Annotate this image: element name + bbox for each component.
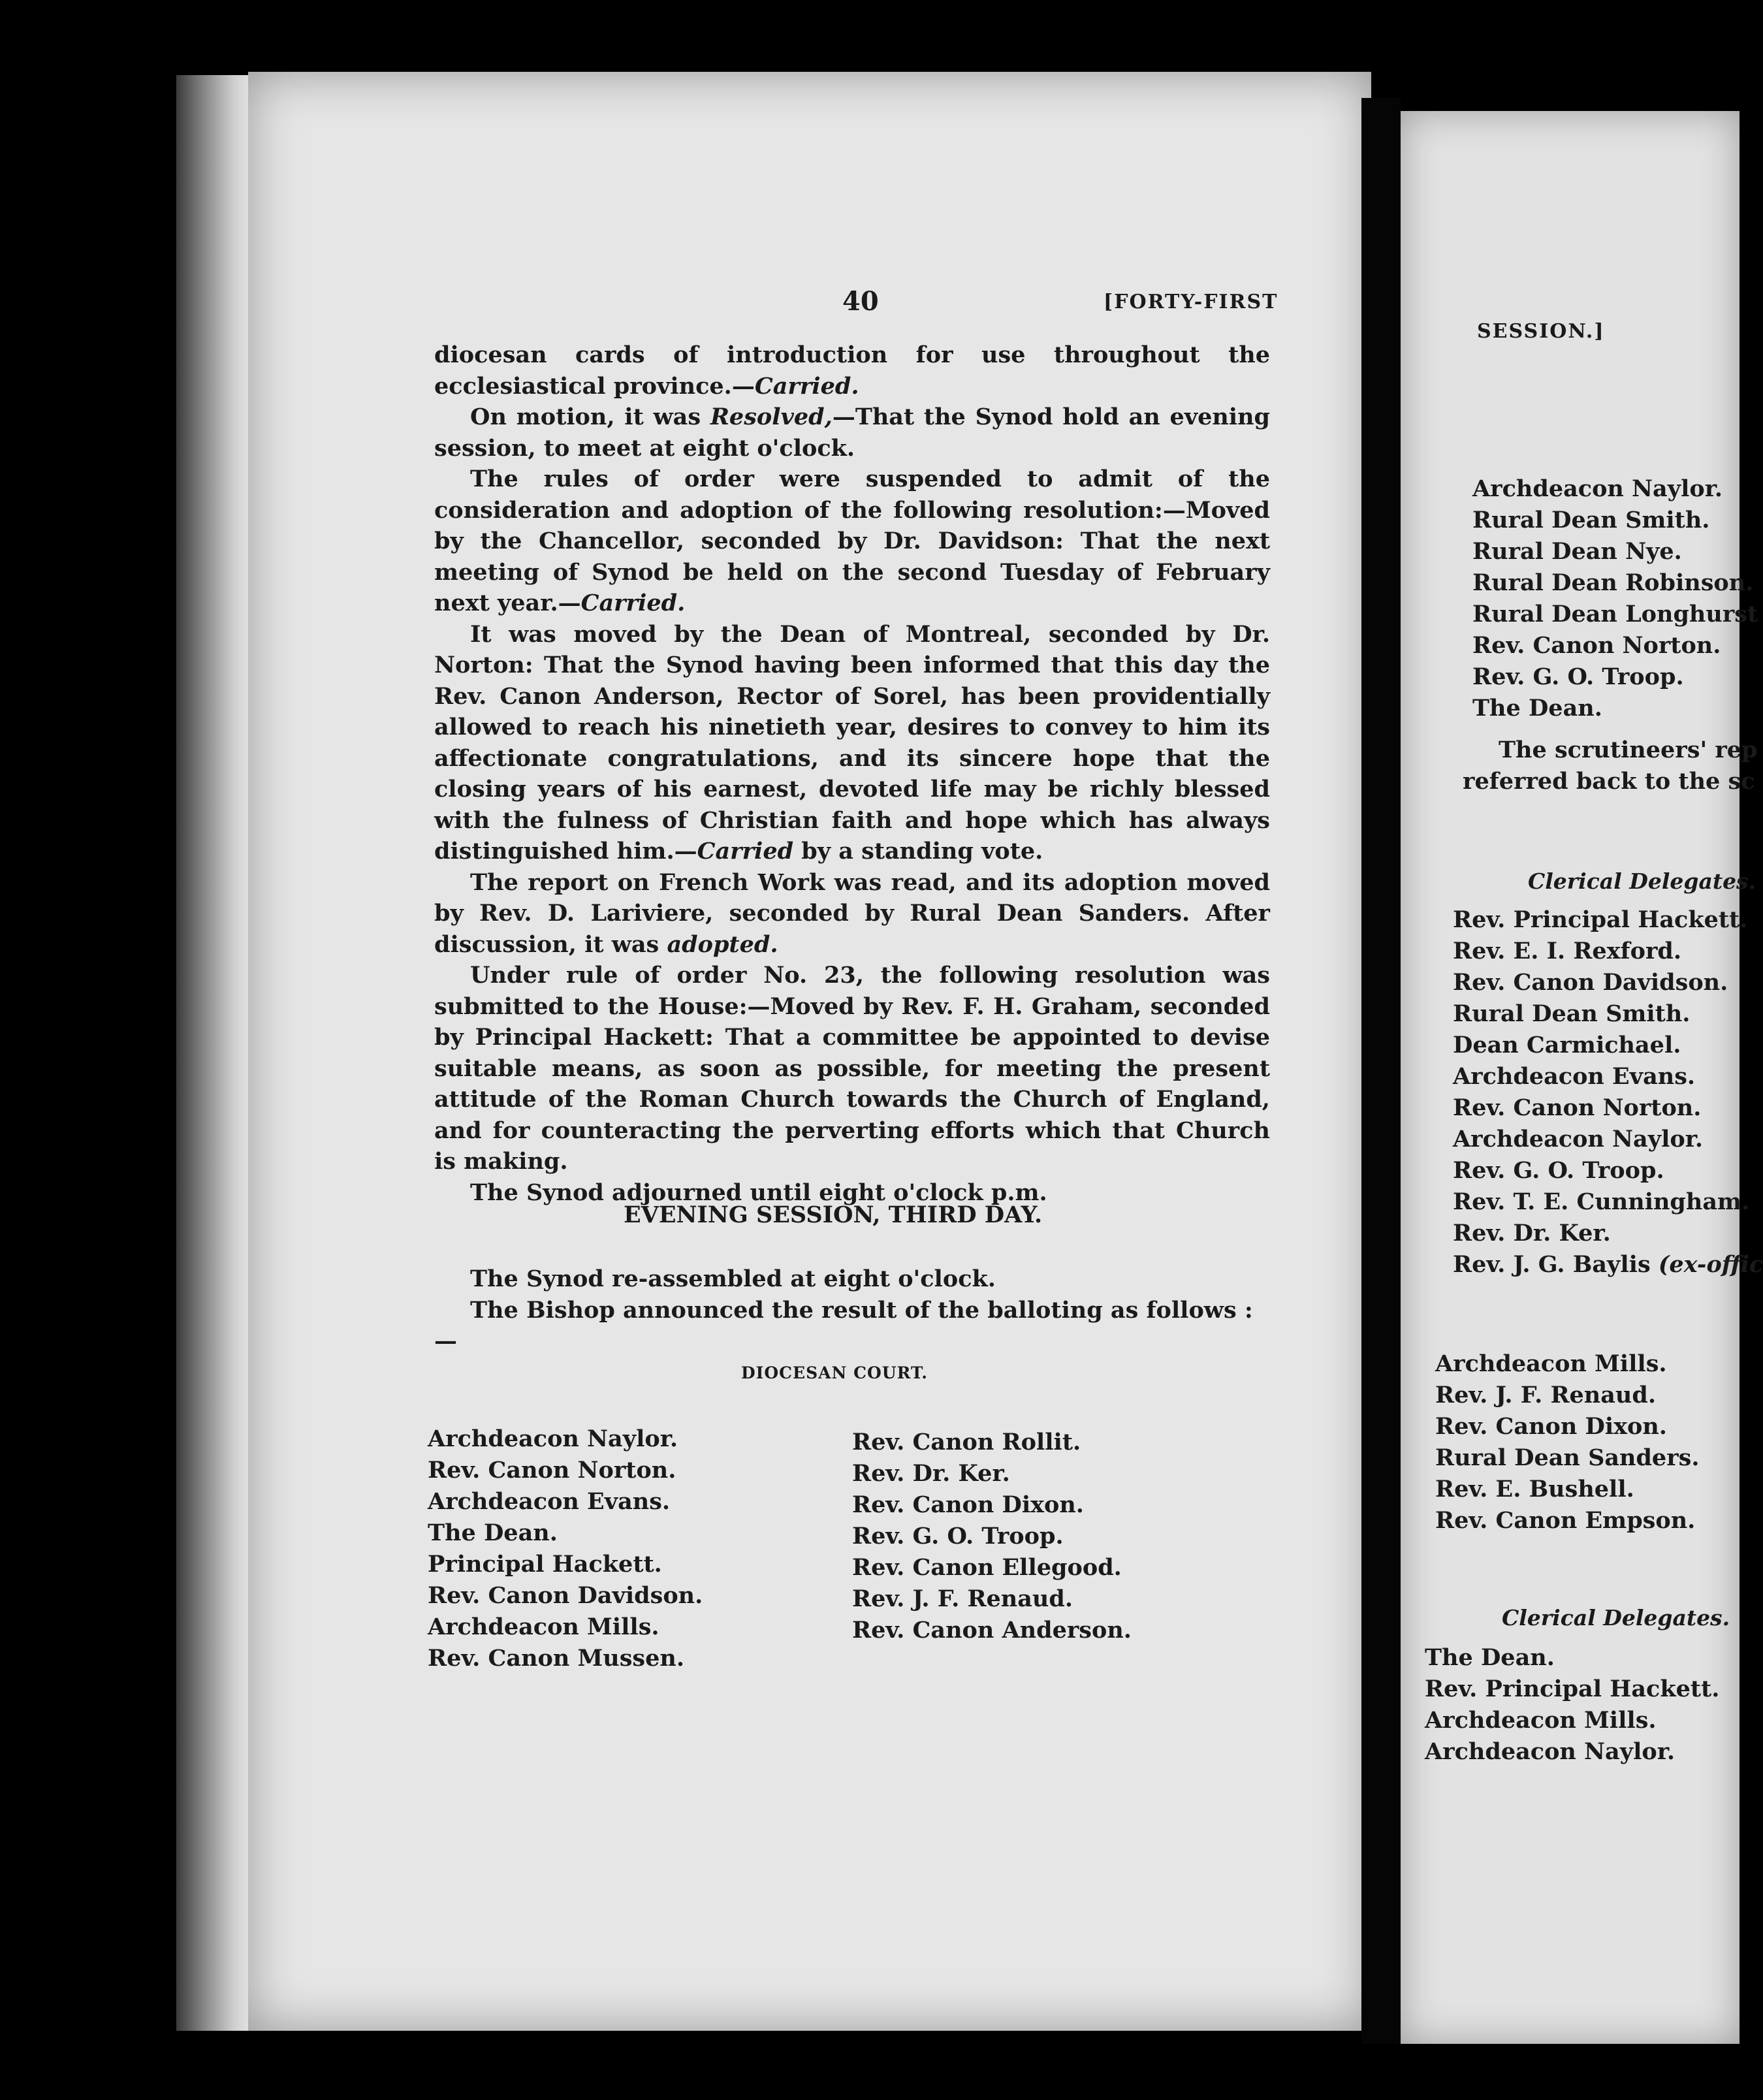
list-item: Rev. T. E. Cunningham.: [1453, 1188, 1750, 1215]
list-item: Rev. Principal Hackett.: [1453, 906, 1748, 933]
paragraph-line: The scrutineers' rep: [1499, 737, 1758, 763]
list-item: Dean Carmichael.: [1453, 1032, 1681, 1058]
paragraph: diocesan cards of introduction for use throughout the ecclesiastical province.—Carried.: [434, 342, 1270, 400]
paragraph: The report on French Work was read, and its adoption moved by Rev. D. Lariviere, seconded by Rural Dean Sanders. After discussion, it was adopted.: [434, 868, 1270, 958]
running-head-right: SESSION.]: [1477, 320, 1605, 343]
paragraph-line: referred back to the sc: [1463, 768, 1755, 795]
paragraph: The rules of order were suspended to admit of the consideration and adoption of the following resolution:—Moved by the Chancellor, seconded by Dr. Davidson: That the next meeting of Synod be held on the second Tuesday of February next year.—Carried.: [434, 466, 1270, 616]
list-item: Rev. G. O. Troop.: [852, 1523, 1064, 1550]
list-item: Rev. Dr. Ker.: [852, 1460, 1010, 1487]
list-item: Rural Dean Smith.: [1453, 1000, 1691, 1027]
right-list-4: [1425, 1642, 1719, 1768]
court-list-right: [852, 1427, 1132, 1646]
book-gutter: [1361, 98, 1401, 2044]
right-list-3: [1435, 1348, 1700, 1536]
list-item: Rural Dean Nye.: [1472, 538, 1682, 565]
paragraph: The Synod re-assembled at eight o'clock.: [470, 1265, 996, 1292]
section-heading: EVENING SESSION, THIRD DAY.: [624, 1201, 1043, 1228]
running-head-left: [FORTY-FIRST: [1104, 291, 1279, 313]
clerical-delegates-heading-2: Clerical Delegates.: [1502, 1605, 1730, 1631]
paragraph: The Bishop announced the result of the balloting as follows :—: [434, 1296, 1253, 1354]
list-item: Rev. J. F. Renaud.: [1435, 1382, 1657, 1408]
list-item: Archdeacon Naylor.: [428, 1425, 678, 1452]
list-item: Archdeacon Naylor.: [1453, 1126, 1704, 1153]
list-item: Principal Hackett.: [428, 1551, 662, 1578]
list-item: Archdeacon Mills.: [428, 1614, 659, 1640]
list-item: Rural Dean Longhurst: [1472, 601, 1758, 628]
list-item: Rev. Principal Hackett.: [1425, 1676, 1720, 1702]
evening-text: [434, 1264, 1270, 1357]
book-spine-edge: [176, 75, 248, 2031]
list-item: Archdeacon Evans.: [428, 1488, 671, 1515]
list-item: Rev. Canon Dixon.: [852, 1491, 1084, 1518]
list-item: Rev. E. I. Rexford.: [1453, 938, 1682, 964]
list-item: Rev. Canon Davidson.: [428, 1582, 703, 1609]
list-item: Rev. G. O. Troop.: [1472, 663, 1684, 690]
list-item: Archdeacon Evans.: [1453, 1063, 1696, 1090]
list-item: The Dean.: [1472, 695, 1602, 722]
list-item: Rev. Dr. Ker.: [1453, 1220, 1611, 1247]
list-item: The Dean.: [1425, 1644, 1555, 1671]
list-item: Archdeacon Naylor.: [1425, 1738, 1676, 1765]
list-item: Rev. J. F. Renaud.: [852, 1585, 1073, 1612]
paragraph: It was moved by the Dean of Montreal, seconded by Dr. Norton: That the Synod having been informed that this day the Rev. Canon Anderson, Rector of Sorel, has been providentially allowed to reach his ninetieth year, desires to convey to him its affectionate congratulations, and its sincere hope that the closing years of his earnest, devoted life may be richly blessed with the fulness of Christian faith and hope which has always distinguished him.—Carried by a standing vote.: [434, 620, 1270, 865]
page-number: 40: [842, 286, 879, 317]
list-item: Rural Dean Robinson.: [1472, 569, 1754, 596]
list-item: Rev. E. Bushell.: [1435, 1476, 1634, 1503]
list-item: Rev. Canon Anderson.: [852, 1617, 1132, 1644]
list-item: Archdeacon Mills.: [1435, 1350, 1667, 1377]
paragraph: The Synod adjourned until eight o'clock p.m.: [470, 1179, 1047, 1206]
list-item: Rev. Canon Davidson.: [1453, 969, 1728, 996]
body-text: [434, 340, 1270, 1208]
list-item: Rev. Canon Ellegood.: [852, 1554, 1122, 1581]
list-item: Rev. G. O. Troop.: [1453, 1157, 1664, 1184]
court-list-left: [428, 1424, 703, 1674]
right-list-2: [1453, 904, 1763, 1281]
list-item: Rev. Canon Empson.: [1435, 1507, 1696, 1534]
list-item: Rural Dean Smith.: [1472, 507, 1710, 533]
paragraph: Under rule of order No. 23, the following resolution was submitted to the House:—Moved by Rev. F. H. Graham, seconded by Principal Hackett: That a committee be appointed to devise suitable means, as soon as possible, for meeting the present attitude of the Roman Church towards the Church of England, and for counteracting the perverting efforts which that Church is making.: [434, 962, 1270, 1175]
scrutineers-paragraph: [1463, 735, 1758, 797]
clerical-delegates-heading: Clerical Delegates.: [1528, 868, 1756, 894]
list-item: The Dean.: [428, 1519, 558, 1546]
list-item: Rev. Canon Norton.: [1472, 632, 1721, 659]
list-item: Rev. Canon Norton.: [1453, 1094, 1702, 1121]
list-item: Rev. J. G. Baylis (ex-offic: [1453, 1251, 1763, 1278]
list-item: Rural Dean Sanders.: [1435, 1444, 1700, 1471]
paragraph: On motion, it was Resolved,—That the Synod hold an evening session, to meet at eight o'clock.: [434, 404, 1271, 462]
court-heading: DIOCESAN COURT.: [741, 1363, 929, 1382]
list-item: Rev. Canon Mussen.: [428, 1645, 684, 1672]
list-item: Rev. Canon Rollit.: [852, 1429, 1081, 1456]
list-item: Rev. Canon Norton.: [428, 1457, 676, 1484]
list-item: Rev. Canon Dixon.: [1435, 1413, 1667, 1440]
list-item: Archdeacon Naylor.: [1472, 475, 1723, 502]
right-list-1: [1472, 473, 1758, 724]
list-item: Archdeacon Mills.: [1425, 1707, 1657, 1734]
